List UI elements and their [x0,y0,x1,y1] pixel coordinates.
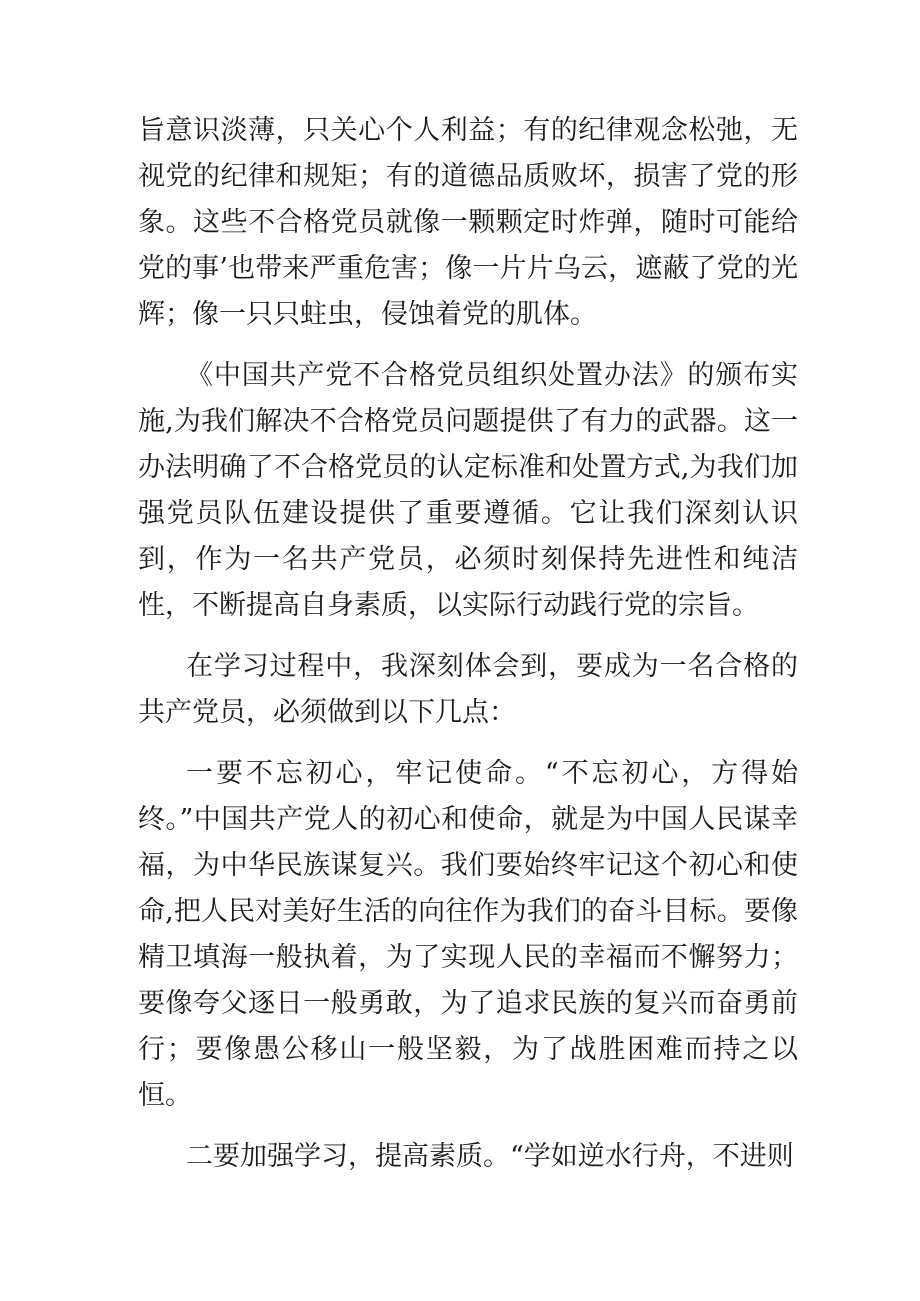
paragraph-3: 在学习过程中，我深刻体会到，要成为一名合格的共产党员，必须做到以下几点： [138,651,798,728]
paragraph-5: 二要加强学习，提高素质。“学如逆水行舟，不进则 [186,1141,794,1172]
document-body [138,108,798,1180]
paragraph-1: 旨意识淡薄，只关心个人利益；有的纪律观念松弛，无视党的纪律和规矩；有的道德品质败坏，损害了党的形象。这些不合格党员就像一颗颗定时炸弹，随时可能给党的事’也带来严重危害；像一片片乌云，遮蔽了党的光辉；像一只只蛀虫，侵蚀着党的肌体。 [138,115,798,330]
paragraph-4: 一要不忘初心，牢记使命。“不忘初心，方得始终。”中国共产党人的初心和使命，就是为中国人民谋幸福，为中华民族谋复兴。我们要始终牢记这个初心和使命,把人民对美好生活的向往作为我们的奋斗目标。要像精卫填海一般执着，为了实现人民的幸福而不懈努力；要像夸父逐日一般勇敢，为了追求民族的复兴而奋勇前行；要像愚公移山一般坚毅，为了战胜困难而持之以恒。 [138,758,798,1111]
paragraph-2: 《中国共产党不合格党员组织处置办法》的颁布实施,为我们解决不合格党员问题提供了有力的武器。这一办法明确了不合格党员的认定标准和处置方式,为我们加强党员队伍建设提供了重要遵循。它让我们深刻认识到，作为一名共产党员，必须时刻保持先进性和纯洁性，不断提高自身素质，以实际行动践行党的宗旨。 [138,360,798,621]
